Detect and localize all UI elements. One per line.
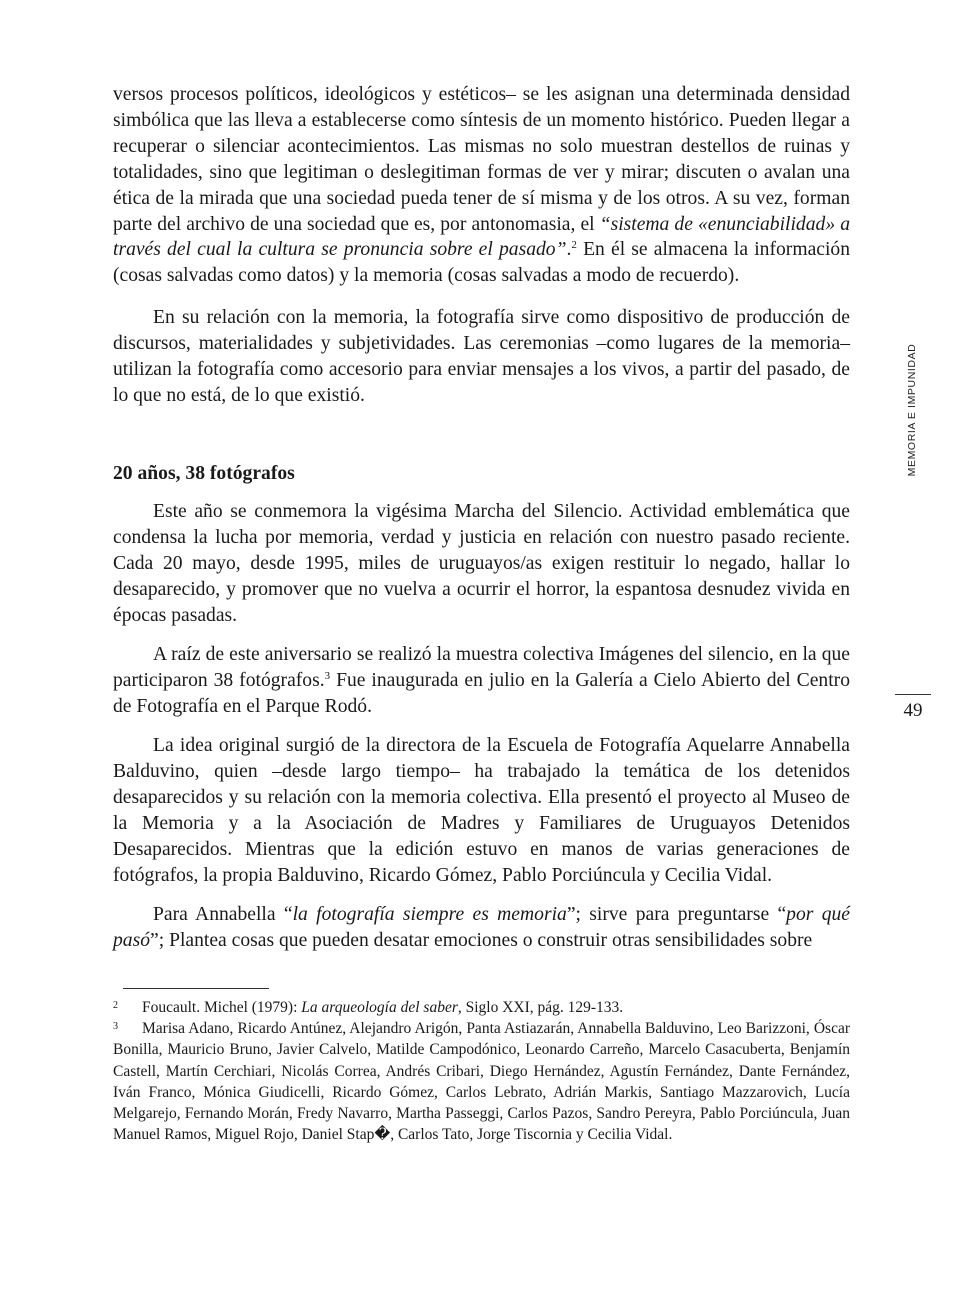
footnote-text: , Siglo XXI, pág. 129-133. bbox=[457, 999, 624, 1016]
quote-fotografia-memoria: la fotografía siempre es memoria bbox=[292, 904, 567, 925]
footnote-number: 3 bbox=[113, 1021, 118, 1032]
paragraph-text: Este año se conmemora la vigésima Marcha del Silencio. Actividad emblemática que condensa la lucha por memoria, verdad y justicia en relación con nuestro pasado reciente. Cada 20 mayo, desde 1995, miles de uruguayos/as exigen restituir lo negado, hallar lo desaparecido, y promover que no vuelva a ocurrir el horror, la espantosa desnudez vivida en épocas pasadas. bbox=[113, 501, 850, 626]
footnote-divider bbox=[123, 988, 269, 989]
footnote-text: Foucault. Michel (1979): bbox=[142, 999, 302, 1016]
footnote-book-title: La arqueología del saber bbox=[301, 999, 458, 1016]
footnote-ref-3[interactable]: 3 bbox=[324, 669, 331, 682]
paragraph-text: En él se almacena la información (cosas salvadas como datos) y la memoria (cosas salvadas a modo de recuerdo). bbox=[113, 239, 850, 287]
paragraph-text: Para Annabella “ bbox=[153, 904, 293, 925]
paragraph-continued bbox=[113, 82, 850, 289]
running-title-text: MEMORIA E IMPUNIDAD bbox=[906, 343, 918, 477]
footnote-number: 2 bbox=[113, 1000, 118, 1011]
quote-por-que-paso: por qué pasó bbox=[113, 904, 850, 951]
paragraph-text: La idea original surgió de la directora de la Escuela de Fotografía Aquelarre Annabella Balduvino, quien –desde largo tiempo– ha trabajado la temática de los detenidos desaparecidos y su relación con la memoria colectiva. Ella presentó el proyecto al Museo de la Memoria y a la Asociación de Madres y Familiares de Uruguayos Detenidos Desaparecidos. Mientras que la edición estuvo en manos de varias generaciones de fotógrafos, la propia Balduvino, Ricardo Gómez, Pablo Porciúncula y Cecilia Vidal. bbox=[113, 735, 850, 886]
page-number-divider bbox=[895, 694, 931, 695]
footnote-2 bbox=[113, 995, 850, 1018]
paragraph-marcha-silencio bbox=[113, 499, 850, 629]
footnote-ref-2[interactable]: 2 bbox=[571, 239, 577, 252]
paragraph-text: Fue inaugurada en julio en la Galería a Cielo Abierto del Centro de Fotografía en el Parque Rodó. bbox=[113, 669, 850, 717]
paragraph-text: A raíz de este aniversario se realizó la muestra colectiva Imágenes del silencio, en la que participaron 38 fotógrafos. bbox=[113, 644, 850, 691]
paragraph-text: En su relación con la memoria, la fotografía sirve como dispositivo de producción de discursos, materialidades y subjetividades. Las ceremonias –como lugares de la memoria– utilizan la fotografía como accesorio para enviar mensajes a los vivos, a partir del pasado, de lo que no está, de lo que existió. bbox=[113, 307, 850, 406]
page-number: 49 bbox=[903, 700, 923, 721]
footnote-3 bbox=[113, 1016, 850, 1146]
section-heading: 20 años, 38 fotógrafos bbox=[113, 463, 295, 484]
quote-archive-definition: “sistema de «enunciabilidad» a través del cual la cultura se pronuncia sobre el pasado” bbox=[113, 213, 850, 261]
paragraph-muestra bbox=[113, 642, 850, 720]
paragraph-text: versos procesos políticos, ideológicos y estéticos– se les asignan una determinada densidad simbólica que las lleva a establecerse como síntesis de un momento histórico. Pueden llegar a recuperar o silenciar acontecimientos. Las mismas no solo muestran destellos de ruinas y totalidades, sino que legitiman o deslegitiman formas de ver y mirar; discuten o avalan una ética de la mirada que una sociedad pueda tener de sí misma y de los otros. A su vez, forman parte del archivo de una sociedad que es, por antonomasia, el bbox=[113, 84, 850, 235]
paragraph-text: ”; Plantea cosas que pueden desatar emociones o construir otras sensibilidades sobre bbox=[150, 929, 813, 951]
footnote-text: Marisa Adano, Ricardo Antúnez, Alejandro Arigón, Panta Astiazarán, Annabella Balduvino, Leo Barizzoni, Óscar Bonilla, Mauricio Bruno, Javier Calvelo, Matilde Campodónico, Leonardo Carreño, Marcelo Casacuberta, Benjamín Castell, Martín Cerchiari, Nicolás Correa, Andrés Cribari, Diego Hernández, Agustín Fernández, Dante Fernández, Iván Franco, Mónica Giudicelli, Ricardo Gómez, Carlos Lebrato, Adrián Markis, Santiago Mazzarovich, Lucía Melgarejo, Fernando Morán, Fredy Navarro, Martha Passeggi, Carlos Pazos, Sandro Pereyra, Pablo Porciúncula, Juan Manuel Ramos, Miguel Rojo, Daniel Stap�, Carlos Tato, Jorge Tiscornia y Cecilia Vidal. bbox=[113, 1020, 850, 1144]
paragraph-idea-original bbox=[113, 733, 850, 888]
paragraph-annabella-quote bbox=[113, 902, 850, 954]
paragraph-memory-photography bbox=[113, 305, 850, 409]
paragraph-text: . bbox=[566, 239, 572, 261]
paragraph-text: ”; sirve para preguntarse “ bbox=[566, 904, 787, 925]
